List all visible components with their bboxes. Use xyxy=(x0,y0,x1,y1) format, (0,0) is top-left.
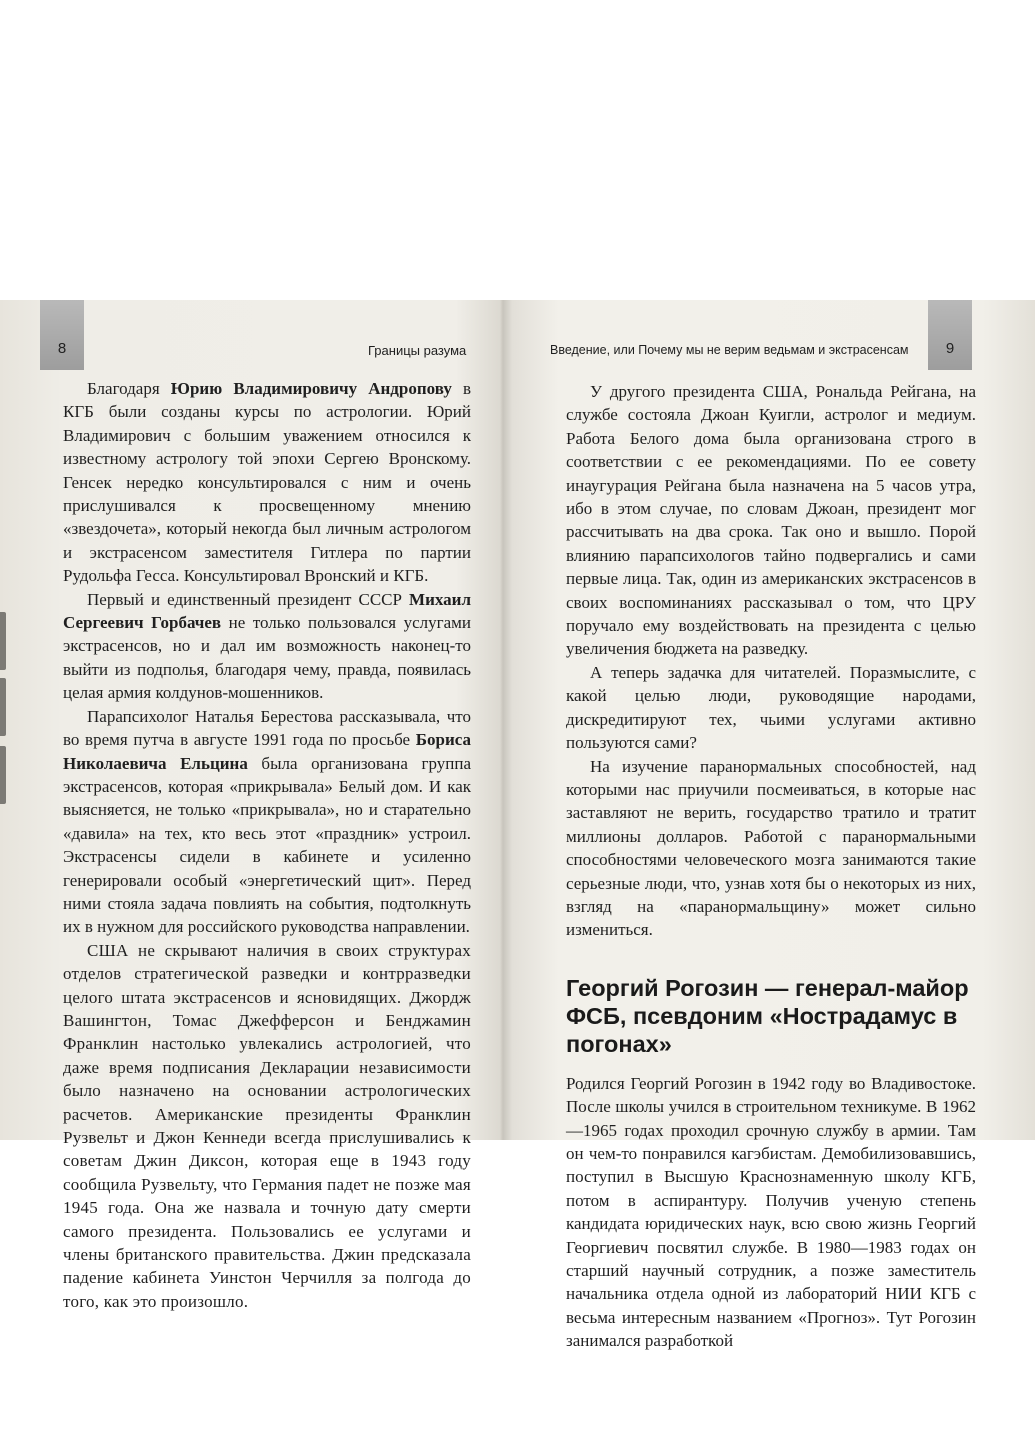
left-page xyxy=(0,300,497,1311)
right-page xyxy=(503,300,1035,1351)
bold-name: Бориса Николаевича Ельцина xyxy=(63,730,471,773)
paragraph: Родился Георгий Рогозин в 1942 году во Владивостоке. После школы учился в строительном техникуме. В 1962—1965 годах проходил срочную службу в армии. Там он чем-то понравился кагэбистам. Демобилизовавшись, поступил в Высшую Краснознаменную школу КГБ, потом в аспирантуру. Получив ученую степень кандидата юридических наук, всю свою жизнь Георгий Георгиевич посвятил службе. В 1980—1983 годах он старший научный сотрудник, а позже заместитель начальника отдела одной из лабораторий НИИ КГБ с весьма интересным названием «Прогноз». Тут Рогозин занимался разработкой xyxy=(566,1073,976,1351)
paragraph xyxy=(63,705,471,939)
paragraph: США не скрывают наличия в своих структурах отделов стратегической разведки и контрразведки целого штата экстрасенсов и ясновидящих. Джордж Вашингтон, Томас Джефферсон и Бенджамин Франклин настолько увлекались астрологией, что даже время подписания Декларации независимости было назначено на основании астрологических расчетов. Американские президенты Франклин Рузвельт и Джон Кеннеди всегда прислушивались к советам Джин Диксон, которая еще в 1943 году сообщила Рузвельту, что Германия падет не позже мая 1945 года. Она же назвала и точную дату смерти самого президента. Пользовались ее услугами и члены британского правительства. Джин предсказала падение кабинета Уинстон Черчилля за полгода до того, как это произошло. xyxy=(63,940,471,1311)
page-number: 9 xyxy=(945,340,955,357)
text-run: в КГБ были созданы курсы по астрологии. Юрий Владимирович с большим уважением относился к известному астрологу той эпохи Сергею Вронскому. Генсек нередко консультировался с ним и очень прислушивался к просвещенному мнению «звездочета», который некогда был личным астрологом и экстрасенсом заместителя Гитлера по партии Рудольфа Гесса. Консультировал Вронский и КГБ. xyxy=(63,379,472,586)
text-run: Первый и единственный президент СССР xyxy=(87,589,410,609)
text-run: была организована группа экстрасенсов, которая «прикрывала» Белый дом. И как выясняется, не только «прикрывала», но и старательно «давила» на тех, кто весь этот «праздник» устроил. Экстрасенсы сидели в кабинете и усиленно генерировали особый «энергетический щит». Перед ними стояла задача повлиять на события, подтолкнуть их в нужном для российского руководства направлении. xyxy=(63,753,471,937)
paragraph: А теперь задачка для читателей. Поразмыслите, с какой целью люди, руководящие народами, дискредитируют тех, чьими услугами активно пользуются сами? xyxy=(566,662,976,753)
section-heading: Георгий Рогозин — генерал-майор ФСБ, псевдоним «Нострадамус в погонах» xyxy=(566,974,969,1057)
page-body xyxy=(566,380,976,1353)
paragraph xyxy=(63,588,471,705)
text-run: Парапсихолог Наталья Берестова рассказывала, что во время путча в августе 1991 года по просьбе xyxy=(63,706,471,750)
page-number-tab xyxy=(928,300,972,370)
paragraph xyxy=(63,377,471,588)
page-body xyxy=(63,377,471,1313)
paragraph: На изучение паранормальных способностей, над которыми нас приучили посмеиваться, в которые нас заставляют не верить, государство тратило и тратит миллионы долларов. Работой с паранормальными способностями человеческого мозга занимаются такие серьезные люди, что, узнав хотя бы о некоторых из них, взгляд на «паранормальщину» может сильно измениться. xyxy=(566,756,976,940)
bold-name: Михаил Сергеевич Горбачев xyxy=(63,589,471,633)
bold-name: Юрию Владимировичу Андропову xyxy=(170,379,452,398)
page-number: 8 xyxy=(57,340,67,357)
text-run: не только пользовался услугами экстрасенсов, но и дал им возможность наконец-то выйти из подполья, благодаря чему, правда, появилась целая армия колдунов-мошенников. xyxy=(63,613,471,703)
page-number-tab xyxy=(40,300,84,370)
book-spread xyxy=(0,300,1035,1351)
running-header: Введение, или Почему мы не верим ведьмам и экстрасенсам xyxy=(550,343,909,357)
running-header: Границы разума xyxy=(368,343,467,358)
paragraph: У другого президента США, Рональда Рейгана, на службе состояла Джоан Куигли, астролог и медиум. Работа Белого дома была организована строго в соответствии с ее рекомендациями. По ее совету инаугурация Рейгана была назначена на 5 часов утра, ибо в этом случае, по словам Джоан, президент мог рассчитывать на два срока. Так оно и вышло. Порой влиянию парапсихологов тайно подвергались и сами первые лица. Так, один из американских экстрасенсов в своих воспоминаниях рассказывал о том, что ЦРУ поручало ему воздействовать на президента с целью увеличения бюджета на разведку. xyxy=(566,382,976,659)
text-run: Благодаря xyxy=(87,379,171,398)
